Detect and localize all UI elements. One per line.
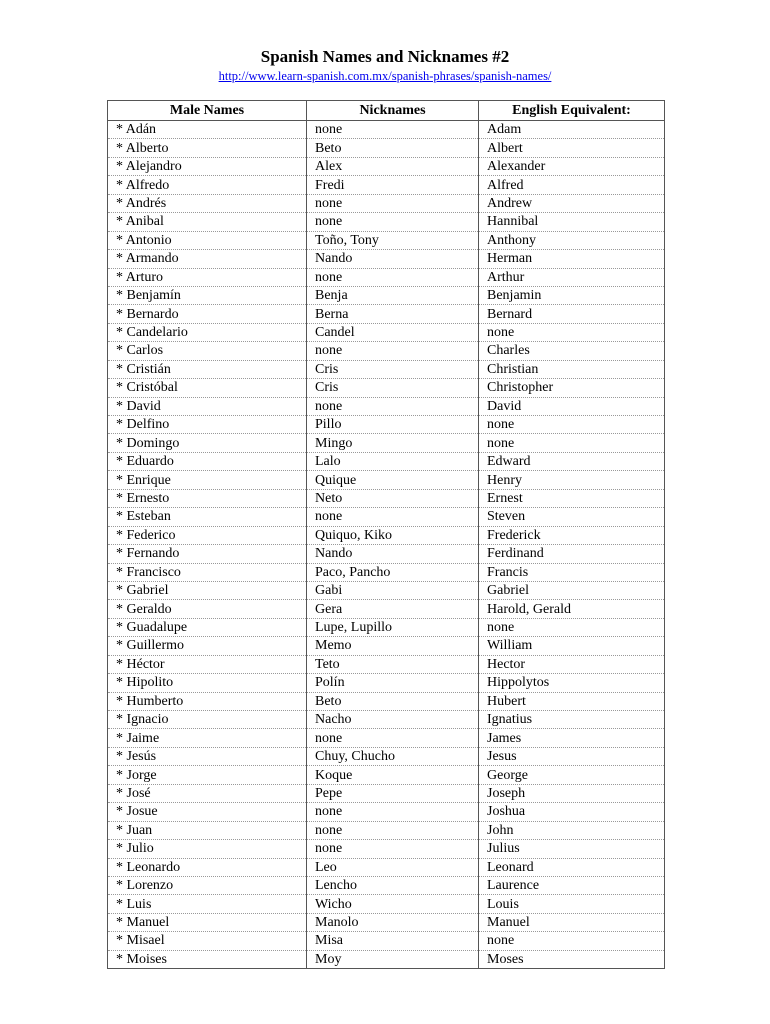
male-name-cell: * Cristóbal: [108, 379, 307, 397]
male-name-cell: * Anibal: [108, 213, 307, 231]
nickname-cell: Benja: [307, 286, 479, 304]
table-row: [108, 194, 665, 212]
male-name-cell: * Humberto: [108, 692, 307, 710]
male-name-cell: * Guadalupe: [108, 618, 307, 636]
male-name-cell: * Moises: [108, 950, 307, 968]
table-row: [108, 121, 665, 139]
header-english-equivalent: English Equivalent:: [479, 101, 665, 121]
english-equivalent-cell: Joshua: [479, 803, 665, 821]
english-equivalent-cell: Edward: [479, 452, 665, 470]
nickname-cell: Berna: [307, 305, 479, 323]
male-name-cell: * Ernesto: [108, 489, 307, 507]
table-row: [108, 268, 665, 286]
table-row: [108, 674, 665, 692]
table-row: [108, 618, 665, 636]
nickname-cell: Misa: [307, 932, 479, 950]
names-table: [107, 100, 665, 969]
nickname-cell: Gabi: [307, 581, 479, 599]
table-row: [108, 913, 665, 931]
nickname-cell: Nando: [307, 545, 479, 563]
male-name-cell: * Juan: [108, 821, 307, 839]
male-name-cell: * Arturo: [108, 268, 307, 286]
male-name-cell: * Manuel: [108, 913, 307, 931]
male-name-cell: * Armando: [108, 250, 307, 268]
nickname-cell: none: [307, 268, 479, 286]
english-equivalent-cell: Alfred: [479, 176, 665, 194]
english-equivalent-cell: none: [479, 416, 665, 434]
nickname-cell: Neto: [307, 489, 479, 507]
english-equivalent-cell: Charles: [479, 342, 665, 360]
table-row: [108, 784, 665, 802]
nickname-cell: Mingo: [307, 434, 479, 452]
table-row: [108, 360, 665, 378]
english-equivalent-cell: Leonard: [479, 858, 665, 876]
nickname-cell: Lencho: [307, 876, 479, 894]
table-row: [108, 711, 665, 729]
nickname-cell: Cris: [307, 379, 479, 397]
nickname-cell: Beto: [307, 692, 479, 710]
table-row: [108, 655, 665, 673]
english-equivalent-cell: Herman: [479, 250, 665, 268]
english-equivalent-cell: Andrew: [479, 194, 665, 212]
english-equivalent-cell: Arthur: [479, 268, 665, 286]
male-name-cell: * Esteban: [108, 508, 307, 526]
english-equivalent-cell: Gabriel: [479, 581, 665, 599]
english-equivalent-cell: Adam: [479, 121, 665, 139]
table-row: [108, 176, 665, 194]
male-name-cell: * Guillermo: [108, 637, 307, 655]
english-equivalent-cell: Hubert: [479, 692, 665, 710]
english-equivalent-cell: Laurence: [479, 876, 665, 894]
english-equivalent-cell: Julius: [479, 840, 665, 858]
male-name-cell: * Antonio: [108, 231, 307, 249]
male-name-cell: * Benjamín: [108, 286, 307, 304]
english-equivalent-cell: Benjamin: [479, 286, 665, 304]
male-name-cell: * Misael: [108, 932, 307, 950]
nickname-cell: Gera: [307, 600, 479, 618]
table-row: [108, 379, 665, 397]
table-row: [108, 397, 665, 415]
male-name-cell: * Hipolito: [108, 674, 307, 692]
male-name-cell: * Alejandro: [108, 157, 307, 175]
table-row: [108, 250, 665, 268]
table-row: [108, 286, 665, 304]
male-name-cell: * Héctor: [108, 655, 307, 673]
english-equivalent-cell: Ernest: [479, 489, 665, 507]
table-row: [108, 766, 665, 784]
nickname-cell: Pillo: [307, 416, 479, 434]
male-name-cell: * Fernando: [108, 545, 307, 563]
nickname-cell: Koque: [307, 766, 479, 784]
english-equivalent-cell: Ferdinand: [479, 545, 665, 563]
nickname-cell: Moy: [307, 950, 479, 968]
header-row: [108, 101, 665, 121]
table-row: [108, 416, 665, 434]
table-row: [108, 840, 665, 858]
english-equivalent-cell: Alexander: [479, 157, 665, 175]
nickname-cell: Leo: [307, 858, 479, 876]
male-name-cell: * Domingo: [108, 434, 307, 452]
table-row: [108, 434, 665, 452]
nickname-cell: none: [307, 821, 479, 839]
english-equivalent-cell: Anthony: [479, 231, 665, 249]
english-equivalent-cell: Hector: [479, 655, 665, 673]
english-equivalent-cell: George: [479, 766, 665, 784]
english-equivalent-cell: Francis: [479, 563, 665, 581]
table-row: [108, 157, 665, 175]
english-equivalent-cell: Manuel: [479, 913, 665, 931]
table-row: [108, 932, 665, 950]
table-row: [108, 526, 665, 544]
table-row: [108, 489, 665, 507]
english-equivalent-cell: Henry: [479, 471, 665, 489]
english-equivalent-cell: Bernard: [479, 305, 665, 323]
nickname-cell: Quiquo, Kiko: [307, 526, 479, 544]
nickname-cell: Quique: [307, 471, 479, 489]
male-name-cell: * Luis: [108, 895, 307, 913]
english-equivalent-cell: Ignatius: [479, 711, 665, 729]
male-name-cell: * Geraldo: [108, 600, 307, 618]
english-equivalent-cell: none: [479, 932, 665, 950]
table-row: [108, 950, 665, 968]
table-row: [108, 231, 665, 249]
table-row: [108, 213, 665, 231]
english-equivalent-cell: John: [479, 821, 665, 839]
english-equivalent-cell: Christian: [479, 360, 665, 378]
nickname-cell: none: [307, 121, 479, 139]
table-row: [108, 729, 665, 747]
table-row: [108, 747, 665, 765]
nickname-cell: Lalo: [307, 452, 479, 470]
english-equivalent-cell: Steven: [479, 508, 665, 526]
nickname-cell: Memo: [307, 637, 479, 655]
english-equivalent-cell: none: [479, 434, 665, 452]
table-row: [108, 342, 665, 360]
nickname-cell: none: [307, 508, 479, 526]
nickname-cell: Candel: [307, 323, 479, 341]
english-equivalent-cell: Christopher: [479, 379, 665, 397]
male-name-cell: * Josue: [108, 803, 307, 821]
english-equivalent-cell: none: [479, 618, 665, 636]
table-row: [108, 600, 665, 618]
male-name-cell: * Ignacio: [108, 711, 307, 729]
table-body: [108, 121, 665, 969]
nickname-cell: Teto: [307, 655, 479, 673]
english-equivalent-cell: Moses: [479, 950, 665, 968]
nickname-cell: Cris: [307, 360, 479, 378]
english-equivalent-cell: Frederick: [479, 526, 665, 544]
nickname-cell: none: [307, 213, 479, 231]
table-row: [108, 305, 665, 323]
english-equivalent-cell: David: [479, 397, 665, 415]
nickname-cell: Wicho: [307, 895, 479, 913]
nickname-cell: none: [307, 194, 479, 212]
nickname-cell: none: [307, 397, 479, 415]
male-name-cell: * Carlos: [108, 342, 307, 360]
nickname-cell: none: [307, 803, 479, 821]
nickname-cell: Pepe: [307, 784, 479, 802]
source-link[interactable]: http://www.learn-spanish.com.mx/spanish-phrases/spanish-names/: [218, 69, 552, 83]
male-name-cell: * Andrés: [108, 194, 307, 212]
male-name-cell: * Delfino: [108, 416, 307, 434]
english-equivalent-cell: Hannibal: [479, 213, 665, 231]
english-equivalent-cell: Harold, Gerald: [479, 600, 665, 618]
male-name-cell: * Federico: [108, 526, 307, 544]
table-row: [108, 803, 665, 821]
nickname-cell: none: [307, 840, 479, 858]
male-name-cell: * Jesús: [108, 747, 307, 765]
male-name-cell: * Bernardo: [108, 305, 307, 323]
english-equivalent-cell: Louis: [479, 895, 665, 913]
table-row: [108, 563, 665, 581]
english-equivalent-cell: none: [479, 323, 665, 341]
nickname-cell: Chuy, Chucho: [307, 747, 479, 765]
table-row: [108, 637, 665, 655]
nickname-cell: Paco, Pancho: [307, 563, 479, 581]
header-male-names: Male Names: [108, 101, 307, 121]
table-row: [108, 508, 665, 526]
male-name-cell: * Gabriel: [108, 581, 307, 599]
male-name-cell: * José: [108, 784, 307, 802]
english-equivalent-cell: Albert: [479, 139, 665, 157]
male-name-cell: * Eduardo: [108, 452, 307, 470]
header-nicknames: Nicknames: [307, 101, 479, 121]
nickname-cell: none: [307, 342, 479, 360]
male-name-cell: * Adán: [108, 121, 307, 139]
table-row: [108, 323, 665, 341]
table-row: [108, 858, 665, 876]
male-name-cell: * Jorge: [108, 766, 307, 784]
male-name-cell: * Jaime: [108, 729, 307, 747]
table-row: [108, 581, 665, 599]
nickname-cell: none: [307, 729, 479, 747]
nickname-cell: Beto: [307, 139, 479, 157]
male-name-cell: * Cristián: [108, 360, 307, 378]
nickname-cell: Nacho: [307, 711, 479, 729]
table-row: [108, 821, 665, 839]
male-name-cell: * Enrique: [108, 471, 307, 489]
nickname-cell: Fredi: [307, 176, 479, 194]
male-name-cell: * Alfredo: [108, 176, 307, 194]
nickname-cell: Lupe, Lupillo: [307, 618, 479, 636]
nickname-cell: Nando: [307, 250, 479, 268]
male-name-cell: * Alberto: [108, 139, 307, 157]
table-row: [108, 545, 665, 563]
nickname-cell: Alex: [307, 157, 479, 175]
nickname-cell: Polín: [307, 674, 479, 692]
english-equivalent-cell: Hippolytos: [479, 674, 665, 692]
male-name-cell: * Candelario: [108, 323, 307, 341]
male-name-cell: * Julio: [108, 840, 307, 858]
male-name-cell: * Francisco: [108, 563, 307, 581]
nickname-cell: Toño, Tony: [307, 231, 479, 249]
english-equivalent-cell: Joseph: [479, 784, 665, 802]
male-name-cell: * Lorenzo: [108, 876, 307, 894]
table-row: [108, 692, 665, 710]
table-row: [108, 895, 665, 913]
page-title: Spanish Names and Nicknames #2: [260, 47, 510, 66]
male-name-cell: * Leonardo: [108, 858, 307, 876]
nickname-cell: Manolo: [307, 913, 479, 931]
male-name-cell: * David: [108, 397, 307, 415]
english-equivalent-cell: Jesus: [479, 747, 665, 765]
table-row: [108, 139, 665, 157]
english-equivalent-cell: William: [479, 637, 665, 655]
english-equivalent-cell: James: [479, 729, 665, 747]
table-row: [108, 471, 665, 489]
table-row: [108, 452, 665, 470]
table-row: [108, 876, 665, 894]
